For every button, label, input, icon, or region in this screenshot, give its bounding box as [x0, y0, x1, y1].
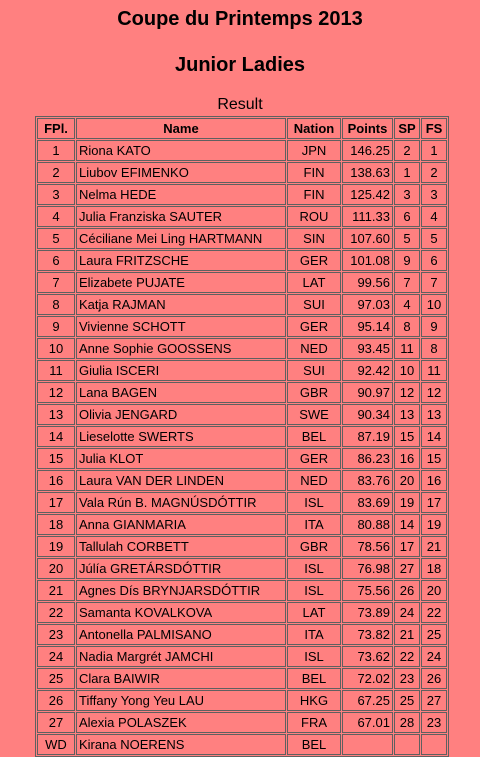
cell-points: 87.19 — [342, 426, 393, 447]
cell-points: 67.01 — [342, 712, 393, 733]
cell-fs: 3 — [421, 184, 447, 205]
cell-sp: 21 — [394, 624, 420, 645]
cell-points: 93.45 — [342, 338, 393, 359]
cell-points: 90.97 — [342, 382, 393, 403]
cell-points: 146.25 — [342, 140, 393, 161]
col-header-points: Points — [342, 118, 393, 139]
cell-sp: 9 — [394, 250, 420, 271]
cell-fs: 21 — [421, 536, 447, 557]
table-row — [37, 668, 447, 689]
cell-fs: 27 — [421, 690, 447, 711]
table-row — [37, 206, 447, 227]
cell-fpl: 19 — [37, 536, 75, 557]
cell-sp: 1 — [394, 162, 420, 183]
table-row — [37, 382, 447, 403]
cell-nation: BEL — [287, 668, 341, 689]
table-row — [37, 734, 447, 755]
cell-nation: GBR — [287, 536, 341, 557]
table-row — [37, 514, 447, 535]
cell-nation: FIN — [287, 162, 341, 183]
table-row — [37, 316, 447, 337]
cell-nation: ITA — [287, 624, 341, 645]
cell-sp: 2 — [394, 140, 420, 161]
cell-name: Giulia ISCERI — [76, 360, 286, 381]
cell-nation: NED — [287, 338, 341, 359]
cell-fpl: 20 — [37, 558, 75, 579]
cell-points: 67.25 — [342, 690, 393, 711]
cell-fpl: 2 — [37, 162, 75, 183]
cell-name: Riona KATO — [76, 140, 286, 161]
cell-sp: 14 — [394, 514, 420, 535]
cell-fs: 25 — [421, 624, 447, 645]
cell-fs: 13 — [421, 404, 447, 425]
cell-sp: 27 — [394, 558, 420, 579]
cell-name: Lana BAGEN — [76, 382, 286, 403]
cell-name: Vivienne SCHOTT — [76, 316, 286, 337]
cell-fs — [421, 734, 447, 755]
cell-name: Katja RAJMAN — [76, 294, 286, 315]
cell-name: Lieselotte SWERTS — [76, 426, 286, 447]
cell-sp: 22 — [394, 646, 420, 667]
cell-name: Nadia Margrét JAMCHI — [76, 646, 286, 667]
cell-nation: LAT — [287, 272, 341, 293]
cell-fpl: 26 — [37, 690, 75, 711]
cell-fpl: 5 — [37, 228, 75, 249]
cell-fs: 10 — [421, 294, 447, 315]
cell-fs: 6 — [421, 250, 447, 271]
cell-name: Agnes Dís BRYNJARSDÓTTIR — [76, 580, 286, 601]
cell-points: 73.82 — [342, 624, 393, 645]
cell-fs: 17 — [421, 492, 447, 513]
cell-sp: 23 — [394, 668, 420, 689]
cell-name: Vala Rún B. MAGNÚSDÓTTIR — [76, 492, 286, 513]
cell-points: 99.56 — [342, 272, 393, 293]
cell-nation: LAT — [287, 602, 341, 623]
cell-nation: BEL — [287, 734, 341, 755]
cell-points: 76.98 — [342, 558, 393, 579]
cell-name: Clara BAIWIR — [76, 668, 286, 689]
cell-points: 97.03 — [342, 294, 393, 315]
cell-fpl: 17 — [37, 492, 75, 513]
cell-points: 80.88 — [342, 514, 393, 535]
cell-points: 107.60 — [342, 228, 393, 249]
cell-sp: 20 — [394, 470, 420, 491]
cell-points: 72.02 — [342, 668, 393, 689]
cell-fpl: 10 — [37, 338, 75, 359]
cell-sp: 10 — [394, 360, 420, 381]
cell-points: 125.42 — [342, 184, 393, 205]
cell-fpl: 4 — [37, 206, 75, 227]
cell-sp: 12 — [394, 382, 420, 403]
cell-fpl: 8 — [37, 294, 75, 315]
cell-nation: ISL — [287, 646, 341, 667]
cell-points: 86.23 — [342, 448, 393, 469]
cell-fs: 16 — [421, 470, 447, 491]
cell-nation: GER — [287, 448, 341, 469]
table-row — [37, 602, 447, 623]
cell-fs: 18 — [421, 558, 447, 579]
cell-nation: ISL — [287, 580, 341, 601]
cell-fpl: 13 — [37, 404, 75, 425]
cell-nation: GBR — [287, 382, 341, 403]
cell-fs: 9 — [421, 316, 447, 337]
cell-name: Anna GIANMARIA — [76, 514, 286, 535]
cell-points: 138.63 — [342, 162, 393, 183]
col-header-name: Name — [76, 118, 286, 139]
cell-sp: 26 — [394, 580, 420, 601]
cell-fpl: 14 — [37, 426, 75, 447]
cell-fpl: 15 — [37, 448, 75, 469]
table-row — [37, 272, 447, 293]
cell-points: 101.08 — [342, 250, 393, 271]
cell-fpl: 24 — [37, 646, 75, 667]
cell-sp — [394, 734, 420, 755]
cell-sp: 17 — [394, 536, 420, 557]
cell-nation: HKG — [287, 690, 341, 711]
table-row — [37, 228, 447, 249]
cell-fs: 20 — [421, 580, 447, 601]
cell-fpl: 11 — [37, 360, 75, 381]
table-row — [37, 690, 447, 711]
cell-name: Laura VAN DER LINDEN — [76, 470, 286, 491]
cell-nation: BEL — [287, 426, 341, 447]
cell-points — [342, 734, 393, 755]
cell-fpl: 16 — [37, 470, 75, 491]
cell-fpl: 7 — [37, 272, 75, 293]
cell-name: Antonella PALMISANO — [76, 624, 286, 645]
col-header-fpl: FPl. — [37, 118, 75, 139]
cell-sp: 8 — [394, 316, 420, 337]
col-header-nation: Nation — [287, 118, 341, 139]
table-row — [37, 712, 447, 733]
cell-nation: GER — [287, 316, 341, 337]
cell-fs: 1 — [421, 140, 447, 161]
cell-name: Olivia JENGARD — [76, 404, 286, 425]
cell-sp: 3 — [394, 184, 420, 205]
table-row — [37, 492, 447, 513]
cell-fpl: 22 — [37, 602, 75, 623]
cell-points: 90.34 — [342, 404, 393, 425]
cell-nation: NED — [287, 470, 341, 491]
cell-name: Tiffany Yong Yeu LAU — [76, 690, 286, 711]
cell-fs: 15 — [421, 448, 447, 469]
cell-fs: 8 — [421, 338, 447, 359]
cell-fs: 12 — [421, 382, 447, 403]
cell-name: Liubov EFIMENKO — [76, 162, 286, 183]
table-row — [37, 294, 447, 315]
cell-name: Anne Sophie GOOSSENS — [76, 338, 286, 359]
cell-name: Tallulah CORBETT — [76, 536, 286, 557]
cell-fs: 7 — [421, 272, 447, 293]
cell-fs: 11 — [421, 360, 447, 381]
header-row — [37, 118, 447, 139]
table-row — [37, 360, 447, 381]
cell-sp: 6 — [394, 206, 420, 227]
table-row — [37, 470, 447, 491]
table-row — [37, 448, 447, 469]
cell-nation: JPN — [287, 140, 341, 161]
table-row — [37, 184, 447, 205]
table-row — [37, 646, 447, 667]
cell-fpl: 23 — [37, 624, 75, 645]
cell-nation: ROU — [287, 206, 341, 227]
cell-points: 73.62 — [342, 646, 393, 667]
table-row — [37, 338, 447, 359]
cell-points: 95.14 — [342, 316, 393, 337]
cell-fpl: 9 — [37, 316, 75, 337]
cell-nation: SUI — [287, 360, 341, 381]
category-title: Junior Ladies — [174, 54, 306, 76]
cell-fs: 22 — [421, 602, 447, 623]
cell-sp: 28 — [394, 712, 420, 733]
cell-fpl: 1 — [37, 140, 75, 161]
cell-fs: 4 — [421, 206, 447, 227]
cell-name: Céciliane Mei Ling HARTMANN — [76, 228, 286, 249]
cell-sp: 11 — [394, 338, 420, 359]
cell-sp: 13 — [394, 404, 420, 425]
cell-fs: 19 — [421, 514, 447, 535]
cell-nation: FRA — [287, 712, 341, 733]
cell-fs: 5 — [421, 228, 447, 249]
cell-sp: 7 — [394, 272, 420, 293]
col-header-fs: FS — [421, 118, 447, 139]
cell-fs: 26 — [421, 668, 447, 689]
cell-name: Elizabete PUJATE — [76, 272, 286, 293]
cell-sp: 15 — [394, 426, 420, 447]
cell-sp: 16 — [394, 448, 420, 469]
cell-fpl: 21 — [37, 580, 75, 601]
cell-name: Julia Franziska SAUTER — [76, 206, 286, 227]
cell-fpl: 25 — [37, 668, 75, 689]
cell-sp: 25 — [394, 690, 420, 711]
cell-points: 73.89 — [342, 602, 393, 623]
table-row — [37, 250, 447, 271]
results-table — [35, 116, 449, 757]
cell-fpl: 6 — [37, 250, 75, 271]
cell-fpl: 3 — [37, 184, 75, 205]
table-row — [37, 536, 447, 557]
cell-sp: 4 — [394, 294, 420, 315]
table-row — [37, 404, 447, 425]
cell-nation: GER — [287, 250, 341, 271]
cell-name: Samanta KOVALKOVA — [76, 602, 286, 623]
cell-name: Julia KLOT — [76, 448, 286, 469]
cell-nation: SWE — [287, 404, 341, 425]
cell-fs: 2 — [421, 162, 447, 183]
cell-nation: ISL — [287, 558, 341, 579]
cell-nation: ITA — [287, 514, 341, 535]
cell-nation: ISL — [287, 492, 341, 513]
table-row — [37, 580, 447, 601]
cell-nation: FIN — [287, 184, 341, 205]
table-row — [37, 140, 447, 161]
cell-fpl: 27 — [37, 712, 75, 733]
col-header-sp: SP — [394, 118, 420, 139]
table-row — [37, 624, 447, 645]
cell-points: 111.33 — [342, 206, 393, 227]
cell-points: 83.69 — [342, 492, 393, 513]
cell-sp: 19 — [394, 492, 420, 513]
event-title: Coupe du Printemps 2013 — [117, 8, 363, 30]
cell-fs: 24 — [421, 646, 447, 667]
cell-name: Kirana NOERENS — [76, 734, 286, 755]
result-caption: Result — [217, 96, 263, 113]
cell-points: 92.42 — [342, 360, 393, 381]
cell-name: Alexia POLASZEK — [76, 712, 286, 733]
cell-name: Nelma HEDE — [76, 184, 286, 205]
cell-points: 78.56 — [342, 536, 393, 557]
table-row — [37, 558, 447, 579]
table-row — [37, 426, 447, 447]
cell-points: 75.56 — [342, 580, 393, 601]
cell-fpl: 12 — [37, 382, 75, 403]
cell-name: Júlía GRETÁRSDÓTTIR — [76, 558, 286, 579]
cell-sp: 5 — [394, 228, 420, 249]
cell-fs: 14 — [421, 426, 447, 447]
cell-nation: SIN — [287, 228, 341, 249]
cell-name: Laura FRITZSCHE — [76, 250, 286, 271]
table-row — [37, 162, 447, 183]
cell-fpl: WD — [37, 734, 75, 755]
cell-fs: 23 — [421, 712, 447, 733]
cell-sp: 24 — [394, 602, 420, 623]
cell-points: 83.76 — [342, 470, 393, 491]
cell-nation: SUI — [287, 294, 341, 315]
cell-fpl: 18 — [37, 514, 75, 535]
